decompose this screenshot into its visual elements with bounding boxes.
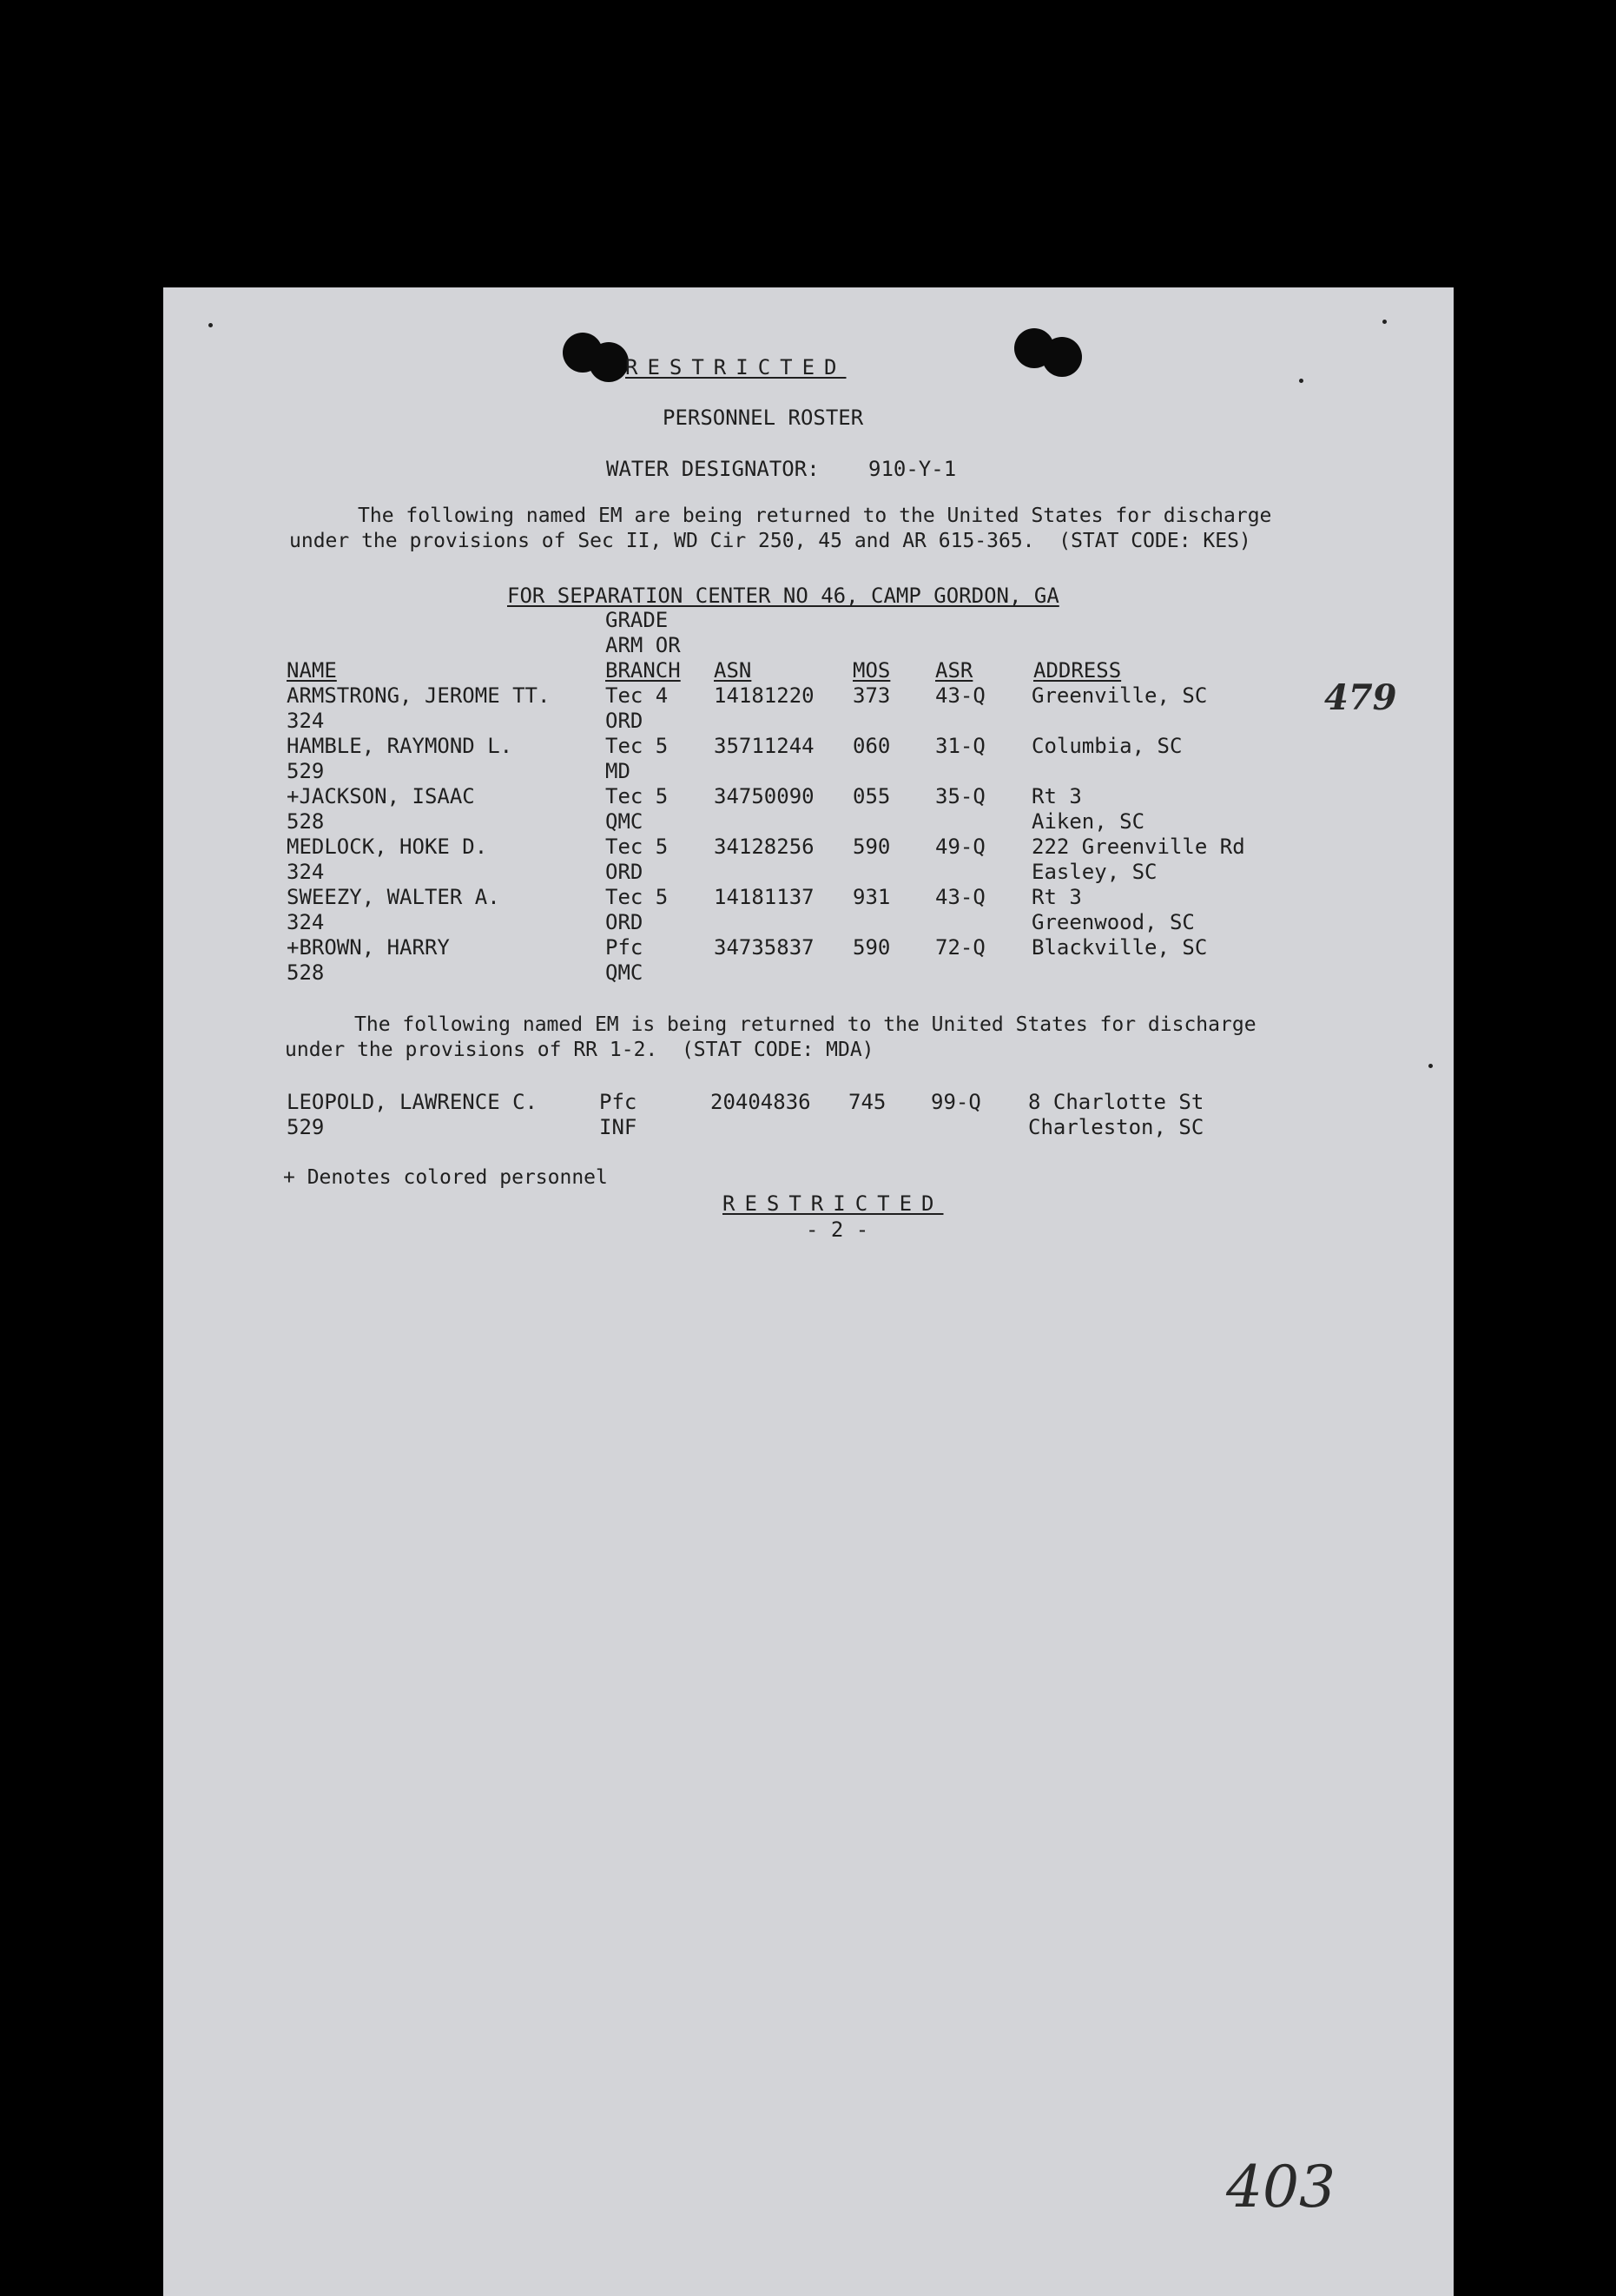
row-code: 529 xyxy=(287,1115,325,1139)
second-intro-line-1: The following named EM is being returned to the United States for discharge xyxy=(354,1013,1257,1036)
punch-hole-left-2 xyxy=(589,342,629,382)
roster-title: PERSONNEL ROSTER xyxy=(663,406,864,430)
row-code: 529 xyxy=(287,759,325,783)
dust-speck xyxy=(1428,1064,1433,1068)
intro-line-2: under the provisions of Sec II, WD Cir 250, 45 and AR 615-365. (STAT CODE: KES) xyxy=(289,530,1251,552)
row-name: MEDLOCK, HOKE D. xyxy=(287,835,488,859)
row-branch: QMC xyxy=(605,960,643,985)
col-mos: MOS xyxy=(853,658,891,683)
col-asr: ASR xyxy=(935,658,973,683)
row-branch: MD xyxy=(605,759,630,783)
row-mos: 060 xyxy=(853,734,891,758)
page-number: - 2 - xyxy=(806,1217,869,1242)
row-address-1: 222 Greenville Rd xyxy=(1032,835,1245,859)
row-address-2: Aiken, SC xyxy=(1032,809,1145,834)
second-intro-line-2: under the provisions of RR 1-2. (STAT CODE: MDA) xyxy=(285,1039,874,1061)
row-mos: 590 xyxy=(853,835,891,859)
row-name: HAMBLE, RAYMOND L. xyxy=(287,734,513,758)
row-address-1: Rt 3 xyxy=(1032,784,1082,808)
row-asn: 20404836 xyxy=(710,1090,811,1114)
row-branch: ORD xyxy=(605,709,643,733)
row-mos: 745 xyxy=(848,1090,887,1114)
col-name: NAME xyxy=(287,658,337,683)
col-grade-line2: ARM OR xyxy=(605,633,681,657)
dust-speck xyxy=(1382,320,1387,324)
row-grade: Tec 5 xyxy=(605,885,669,909)
restricted-header: RESTRICTED xyxy=(625,355,847,379)
row-address-2: Charleston, SC xyxy=(1028,1115,1204,1139)
row-code: 324 xyxy=(287,709,325,733)
row-name: SWEEZY, WALTER A. xyxy=(287,885,500,909)
row-asn: 14181137 xyxy=(714,885,815,909)
col-grade-line1: GRADE xyxy=(605,608,669,632)
row-asn: 35711244 xyxy=(714,734,815,758)
separation-center: FOR SEPARATION CENTER NO 46, CAMP GORDON, GA xyxy=(507,584,1059,608)
footnote: + Denotes colored personnel xyxy=(283,1166,608,1189)
row-asn: 34128256 xyxy=(714,835,815,859)
row-address-2: Easley, SC xyxy=(1032,860,1158,884)
row-code: 528 xyxy=(287,960,325,985)
restricted-footer: RESTRICTED xyxy=(722,1191,944,1216)
row-grade: Tec 5 xyxy=(605,784,669,808)
handwritten-folio-number: 403 xyxy=(1226,2154,1336,2220)
row-asr: 99-Q xyxy=(931,1090,981,1114)
row-address-2: Greenwood, SC xyxy=(1032,910,1195,934)
row-asr: 72-Q xyxy=(935,935,986,960)
row-grade: Tec 5 xyxy=(605,734,669,758)
row-name: LEOPOLD, LAWRENCE C. xyxy=(287,1090,538,1114)
row-address-1: 8 Charlotte St xyxy=(1028,1090,1204,1114)
row-asn: 34735837 xyxy=(714,935,815,960)
row-mos: 373 xyxy=(853,683,891,708)
row-code: 324 xyxy=(287,910,325,934)
row-address-1: Greenville, SC xyxy=(1032,683,1208,708)
row-address-1: Rt 3 xyxy=(1032,885,1082,909)
dust-speck xyxy=(1299,379,1303,383)
row-code: 324 xyxy=(287,860,325,884)
row-asn: 14181220 xyxy=(714,683,815,708)
water-designator-label: WATER DESIGNATOR: xyxy=(606,457,820,481)
col-grade-line3: BRANCH xyxy=(605,658,681,683)
water-designator-value: 910-Y-1 xyxy=(868,457,957,481)
punch-hole-right-2 xyxy=(1042,337,1082,377)
row-asr: 43-Q xyxy=(935,683,986,708)
row-name: +BROWN, HARRY xyxy=(287,935,450,960)
row-asn: 34750090 xyxy=(714,784,815,808)
row-mos: 931 xyxy=(853,885,891,909)
row-address-1: Blackville, SC xyxy=(1032,935,1208,960)
col-asn: ASN xyxy=(714,658,752,683)
dust-speck xyxy=(208,323,213,327)
row-branch: ORD xyxy=(605,910,643,934)
col-address: ADDRESS xyxy=(1033,658,1122,683)
row-mos: 590 xyxy=(853,935,891,960)
row-asr: 35-Q xyxy=(935,784,986,808)
row-branch: ORD xyxy=(605,860,643,884)
row-asr: 49-Q xyxy=(935,835,986,859)
handwritten-stamp-number: 479 xyxy=(1324,677,1397,718)
intro-line-1: The following named EM are being returned to the United States for discharge xyxy=(358,505,1272,527)
row-address-1: Columbia, SC xyxy=(1032,734,1183,758)
row-name: ARMSTRONG, JEROME TT. xyxy=(287,683,551,708)
row-grade: Pfc xyxy=(599,1090,637,1114)
row-branch: QMC xyxy=(605,809,643,834)
row-asr: 31-Q xyxy=(935,734,986,758)
row-code: 528 xyxy=(287,809,325,834)
row-grade: Tec 4 xyxy=(605,683,669,708)
row-name: +JACKSON, ISAAC xyxy=(287,784,475,808)
row-grade: Pfc xyxy=(605,935,643,960)
row-grade: Tec 5 xyxy=(605,835,669,859)
row-asr: 43-Q xyxy=(935,885,986,909)
row-mos: 055 xyxy=(853,784,891,808)
row-branch: INF xyxy=(599,1115,637,1139)
